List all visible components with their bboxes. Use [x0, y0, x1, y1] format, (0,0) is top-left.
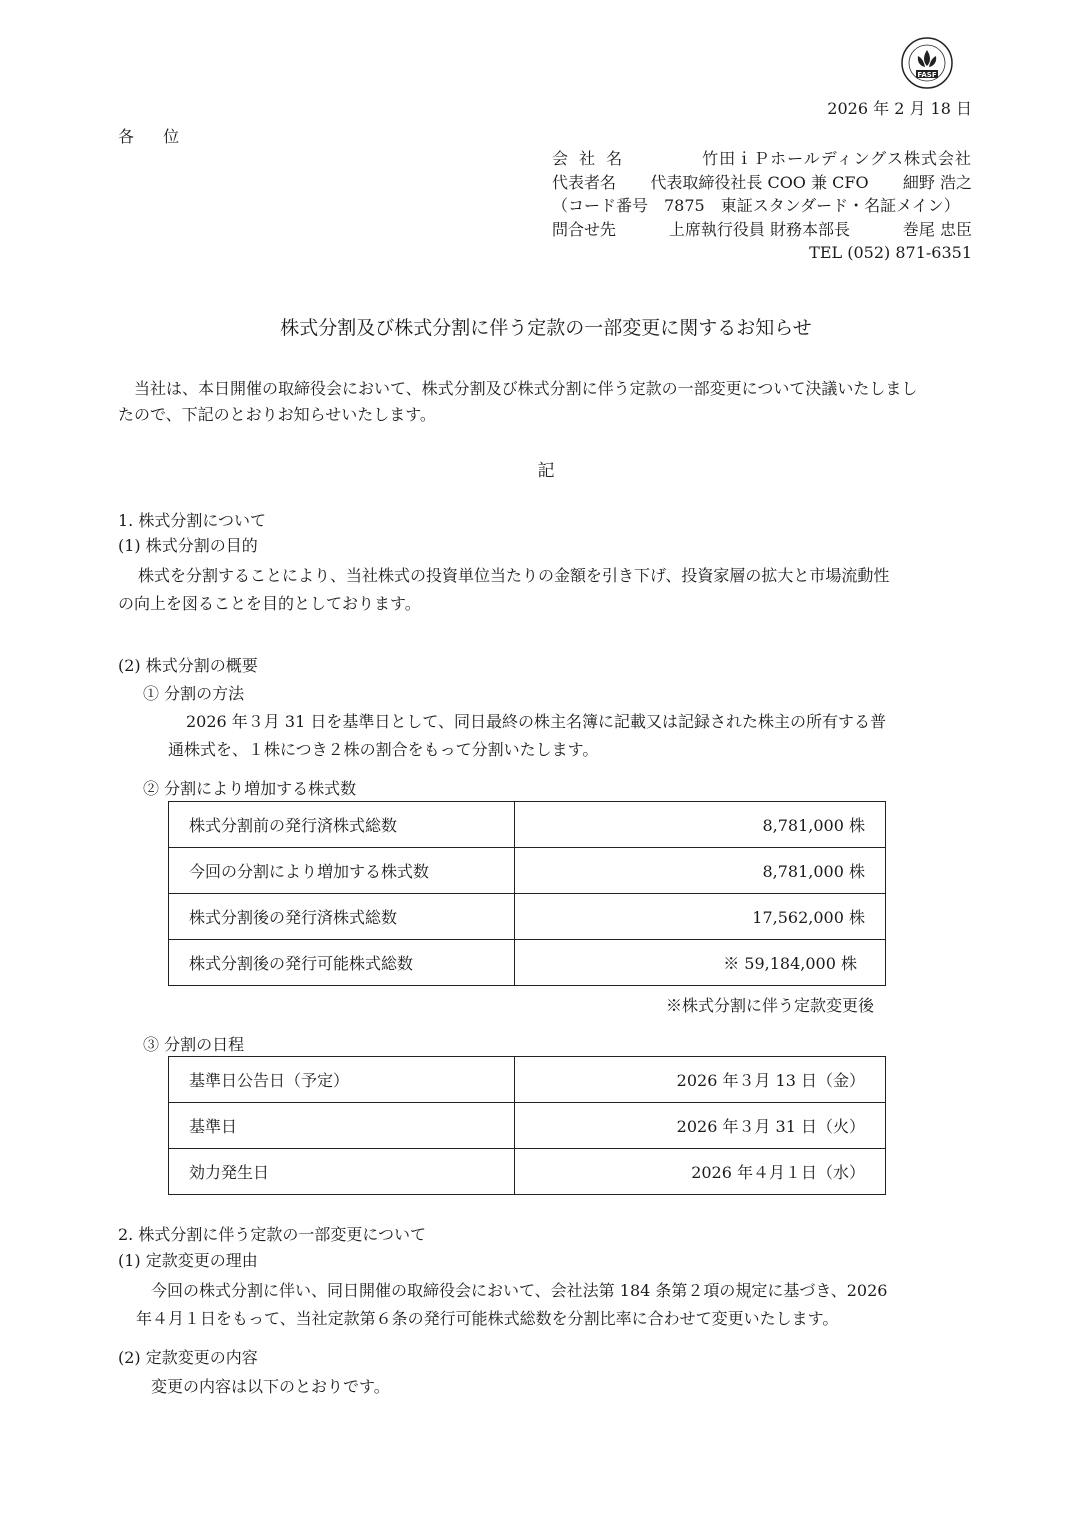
representative-row — [552, 171, 972, 195]
code-row — [552, 194, 972, 218]
schedule-value: 2026 年３月 31 日（火） — [515, 1103, 886, 1149]
shares-value: 17,562,000 株 — [515, 894, 886, 940]
contact-label: 問合せ先 — [552, 219, 617, 239]
table-row — [169, 848, 886, 894]
stock-code-line: （コード番号 7875 東証スタンダード・名証メイン） — [552, 196, 960, 215]
company-info-block — [552, 147, 972, 265]
document-date: 2026 年 2 月 18 日 — [827, 99, 972, 118]
representative-title: 代表取締役社長 COO 兼 CFO — [650, 172, 869, 192]
representative-name: 細野 浩之 — [902, 172, 972, 192]
tel-row — [552, 241, 972, 265]
logo-text: FASF — [917, 71, 937, 79]
shares-label: 株式分割後の発行済株式総数 — [169, 894, 515, 940]
schedule-heading: ③ 分割の日程 — [143, 1035, 245, 1054]
company-name-label: 会 社 名 — [552, 149, 626, 168]
shares-label: 株式分割後の発行可能株式総数 — [169, 940, 515, 986]
section1-sub1-heading: (1) 株式分割の目的 — [118, 536, 258, 555]
split-method-line: 通株式を、１株につき２株の割合をもって分割いたします。 — [168, 740, 599, 759]
section2-heading: 2. 株式分割に伴う定款の一部変更について — [118, 1225, 427, 1244]
schedule-label: 基準日公告日（予定） — [169, 1057, 515, 1103]
schedule-label: 基準日 — [169, 1103, 515, 1149]
table-row — [169, 894, 886, 940]
change-reason-line: 今回の株式分割に伴い、同日開催の取締役会において、会社法第 184 条第２項の規定に基づき、2026 — [151, 1281, 888, 1300]
document-title: 株式分割及び株式分割に伴う定款の一部変更に関するお知らせ — [280, 317, 812, 339]
shares-increase-heading: ② 分割により増加する株式数 — [143, 779, 357, 798]
table-row — [169, 1103, 886, 1149]
schedule-value: 2026 年４月１日（水） — [515, 1149, 886, 1195]
purpose-line: の向上を図ることを目的としております。 — [118, 594, 421, 613]
section2-sub1-heading: (1) 定款変更の理由 — [118, 1251, 258, 1270]
shares-value: 8,781,000 株 — [515, 802, 886, 848]
table-row — [169, 1057, 886, 1103]
schedule-value: 2026 年３月 13 日（金） — [515, 1057, 886, 1103]
change-reason-line: 年４月１日をもって、当社定款第６条の発行可能株式総数を分割比率に合わせて変更いたします。 — [136, 1309, 839, 1328]
split-method-line: 2026 年３月 31 日を基準日として、同日最終の株主名簿に記載又は記録された株主の所有する普 — [186, 712, 887, 731]
contact-row — [552, 218, 972, 242]
shares-value: ※ 59,184,000 株 — [515, 940, 886, 986]
schedule-label: 効力発生日 — [169, 1149, 515, 1195]
shares-label: 株式分割前の発行済株式総数 — [169, 802, 515, 848]
section1-sub2-heading: (2) 株式分割の概要 — [118, 656, 258, 675]
shares-value: 8,781,000 株 — [515, 848, 886, 894]
representative-label: 代表者名 — [552, 172, 617, 192]
purpose-line: 株式を分割することにより、当社株式の投資単位当たりの金額を引き下げ、投資家層の拡大と市場流動性 — [138, 566, 890, 585]
intro-line: たので、下記のとおりお知らせいたします。 — [118, 405, 436, 424]
table-row — [169, 940, 886, 986]
intro-paragraph — [118, 376, 978, 428]
ki-heading: 記 — [537, 461, 555, 481]
contact-tel: TEL (052) 871-6351 — [809, 243, 972, 262]
section2-sub2-heading: (2) 定款変更の内容 — [118, 1348, 258, 1367]
contact-name: 巻尾 忠臣 — [902, 219, 972, 239]
change-content-line: 変更の内容は以下のとおりです。 — [151, 1377, 390, 1396]
contact-title: 上席執行役員 財務本部長 — [668, 219, 850, 239]
intro-line: 当社は、本日開催の取締役会において、株式分割及び株式分割に伴う定款の一部変更について決議いたしまし — [118, 379, 918, 398]
addressee: 各 位 — [118, 127, 192, 146]
company-name: 竹田ｉＰホールディングス株式会社 — [702, 149, 972, 168]
shares-table — [168, 801, 886, 986]
company-name-row — [552, 147, 972, 171]
split-method-heading: ① 分割の方法 — [143, 684, 245, 703]
table-row — [169, 1149, 886, 1195]
table-row — [169, 802, 886, 848]
shares-note: ※株式分割に伴う定款変更後 — [665, 996, 874, 1015]
schedule-table — [168, 1056, 886, 1195]
fasf-logo — [900, 36, 954, 90]
shares-label: 今回の分割により増加する株式数 — [169, 848, 515, 894]
section1-heading: 1. 株式分割について — [118, 511, 267, 530]
